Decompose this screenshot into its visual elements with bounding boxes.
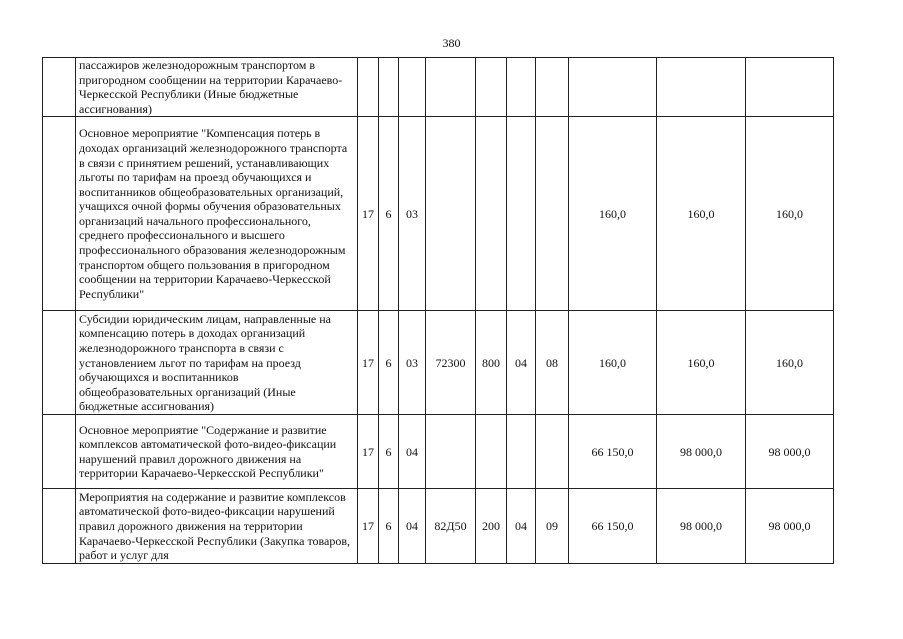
item-name-cell: Основное мероприятие "Содержание и развитие комплексов автоматической фото-видео-фиксации нарушений правил дорожного движения на территории Карачаево-Черкесской Республики"	[76, 415, 358, 489]
expense-type-cell	[476, 415, 507, 489]
table-row	[43, 311, 834, 415]
direction-code-cell	[426, 415, 476, 489]
page-number: 380	[442, 36, 461, 50]
amount-year-3-cell: 160,0	[746, 117, 834, 311]
item-name-cell: Мероприятия на содержание и развитие комплексов автоматической фото-видео-фиксации нарушений правил дорожного движения на территории Карачаево-Черкесской Республики (Закупка товаров, работ и услуг для	[76, 489, 358, 564]
amount-year-2-cell: 160,0	[657, 117, 746, 311]
subprogram-code-cell	[379, 58, 399, 117]
subsection-cell: 08	[536, 311, 569, 415]
item-name-cell: пассажиров железнодорожным транспортом в пригородном сообщении на территории Карачаево-Черкесской Республики (Иные бюджетные ассигнования)	[76, 58, 358, 117]
subprogram-code-cell: 6	[379, 489, 399, 564]
expense-type-cell	[476, 117, 507, 311]
amount-year-1-cell: 160,0	[569, 311, 657, 415]
amount-year-2-cell: 98 000,0	[657, 489, 746, 564]
table-row	[43, 415, 834, 489]
subsection-cell	[536, 117, 569, 311]
table-row	[43, 117, 834, 311]
item-name-cell: Основное мероприятие "Компенсация потерь в доходах организаций железнодорожного транспорта в связи с принятием решений, устанавливающих льготы по тарифам на проезд обучающихся и воспитанников общеобразовательных организаций, учащихся очной формы обучения образовательных организаций начального профессионального, среднего профессионального и высшего профессионального образования железнодорожным транспортом общего пользования в пригородном сообщении на территории Карачаево-Черкесской Республики"	[76, 117, 358, 311]
expense-type-cell: 200	[476, 489, 507, 564]
budget-table	[42, 57, 834, 564]
program-code-cell: 17	[358, 117, 379, 311]
amount-year-3-cell	[746, 58, 834, 117]
program-code-cell	[358, 58, 379, 117]
amount-year-3-cell: 98 000,0	[746, 415, 834, 489]
table-row	[43, 489, 834, 564]
subprogram-code-cell: 6	[379, 117, 399, 311]
spacer-cell	[43, 117, 76, 311]
amount-year-1-cell: 160,0	[569, 117, 657, 311]
activity-code-cell: 03	[399, 117, 426, 311]
section-cell: 04	[507, 489, 536, 564]
spacer-cell	[43, 415, 76, 489]
amount-year-1-cell: 66 150,0	[569, 415, 657, 489]
section-cell	[507, 117, 536, 311]
expense-type-cell	[476, 58, 507, 117]
section-cell	[507, 58, 536, 117]
amount-year-2-cell	[657, 58, 746, 117]
direction-code-cell: 72300	[426, 311, 476, 415]
activity-code-cell: 04	[399, 415, 426, 489]
subprogram-code-cell: 6	[379, 311, 399, 415]
program-code-cell: 17	[358, 489, 379, 564]
amount-year-3-cell: 160,0	[746, 311, 834, 415]
subsection-cell	[536, 415, 569, 489]
amount-year-1-cell	[569, 58, 657, 117]
spacer-cell	[43, 489, 76, 564]
amount-year-2-cell: 98 000,0	[657, 415, 746, 489]
amount-year-2-cell: 160,0	[657, 311, 746, 415]
subsection-cell	[536, 58, 569, 117]
amount-year-3-cell: 98 000,0	[746, 489, 834, 564]
activity-code-cell	[399, 58, 426, 117]
section-cell: 04	[507, 311, 536, 415]
program-code-cell: 17	[358, 415, 379, 489]
subsection-cell: 09	[536, 489, 569, 564]
expense-type-cell: 800	[476, 311, 507, 415]
section-cell	[507, 415, 536, 489]
activity-code-cell: 04	[399, 489, 426, 564]
activity-code-cell: 03	[399, 311, 426, 415]
program-code-cell: 17	[358, 311, 379, 415]
item-name-cell: Субсидии юридическим лицам, направленные на компенсацию потерь в доходах организаций железнодорожного транспорта в связи с установлением льгот по тарифам на проезд обучающихся и воспитанников общеобразовательных организаций (Иные бюджетные ассигнования)	[76, 311, 358, 415]
spacer-cell	[43, 58, 76, 117]
direction-code-cell: 82Д50	[426, 489, 476, 564]
direction-code-cell	[426, 117, 476, 311]
amount-year-1-cell: 66 150,0	[569, 489, 657, 564]
spacer-cell	[43, 311, 76, 415]
table-row	[43, 58, 834, 117]
direction-code-cell	[426, 58, 476, 117]
subprogram-code-cell: 6	[379, 415, 399, 489]
